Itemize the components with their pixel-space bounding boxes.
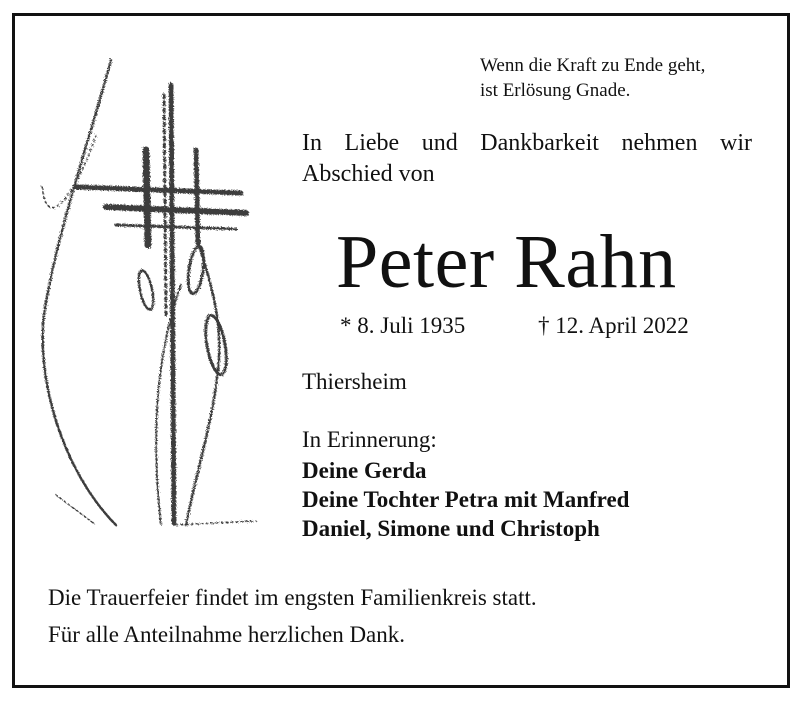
death-date: † 12. April 2022 bbox=[538, 313, 689, 338]
mourner-list bbox=[302, 456, 762, 543]
memory-section bbox=[302, 424, 762, 543]
mourner-item: Daniel, Simone und Christoph bbox=[302, 516, 600, 541]
intro-text: In Liebe und Dankbarkeit nehmen wir Abschied von bbox=[302, 130, 752, 187]
place-name: Thiersheim bbox=[302, 369, 407, 394]
life-dates bbox=[340, 310, 760, 342]
birth-date: * 8. Juli 1935 bbox=[340, 313, 466, 338]
cross-with-wheat-icon bbox=[36, 55, 266, 545]
mourner-item: Deine Gerda bbox=[302, 458, 427, 483]
footer-text bbox=[48, 579, 768, 653]
memory-label: In Erinnerung: bbox=[302, 427, 437, 452]
footer-line-2: Für alle Anteilnahme herzlichen Dank. bbox=[48, 622, 406, 647]
motto-verse bbox=[480, 53, 770, 103]
mourner-item: Deine Tochter Petra mit Manfred bbox=[302, 487, 630, 512]
motto-line-2: ist Erlösung Gnade. bbox=[480, 80, 631, 101]
deceased-name: Peter Rahn bbox=[336, 220, 677, 304]
footer-line-1: Die Trauerfeier findet im engsten Familienkreis statt. bbox=[48, 585, 537, 610]
motto-line-1: Wenn die Kraft zu Ende geht, bbox=[480, 55, 706, 76]
